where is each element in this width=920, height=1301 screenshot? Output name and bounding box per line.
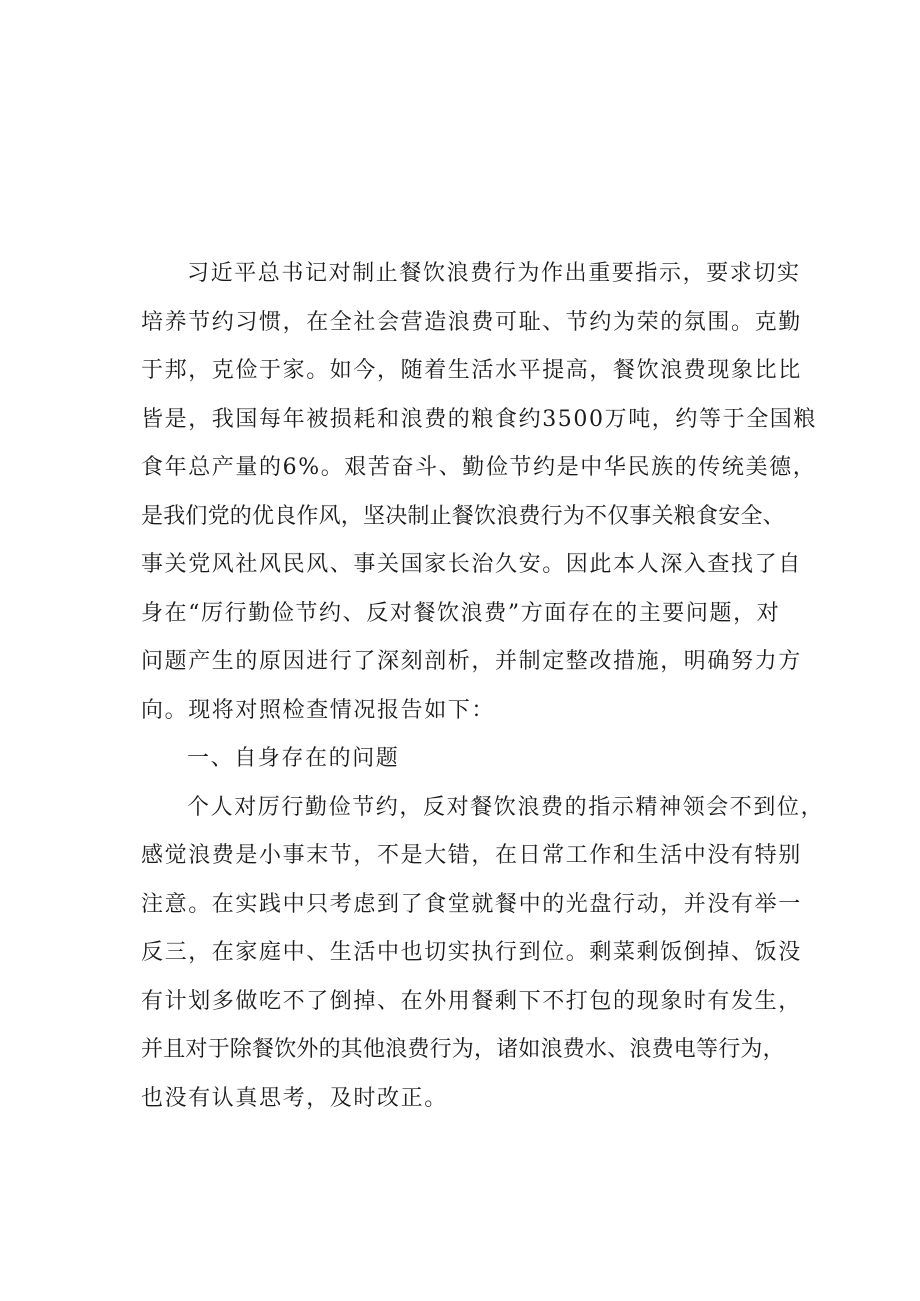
paragraph2-line-5: 有计划多做吃不了倒掉、在外用餐剩下不打包的现象时有发生， — [141, 988, 802, 1014]
paragraph1-line-2: 培养节约习惯，在全社会营造浪费可耻、节约为荣的氛围。克勤 — [141, 309, 802, 335]
paragraph2-line-2: 感觉浪费是小事末节，不是大错，在日常工作和生活中没有特别 — [141, 843, 802, 868]
paragraph2-line-3: 注意。在实践中只考虑到了食堂就餐中的光盘行动，并没有举一 — [141, 891, 802, 917]
document-body — [141, 250, 825, 1123]
paragraph2-line-7: 也没有认真思考，及时改正。 — [141, 1085, 448, 1111]
paragraph1-line-9: 问题产生的原因进行了深刻剖析，并制定整改措施，明确努力方 — [141, 649, 802, 674]
paragraph1-line-10: 向。现将对照检查情况报告如下： — [141, 697, 496, 723]
paragraph1-line-4: 皆是，我国每年被损耗和浪费的粮食约3500万吨，约等于全国粮 — [141, 406, 817, 432]
paragraph1-line-6: 是我们党的优良作风，坚决制止餐饮浪费行为不仅事关粮食安全、 — [141, 503, 785, 529]
paragraph1-line-7: 事关党风社风民风、事关国家长治久安。因此本人深入查找了自 — [141, 552, 802, 577]
paragraph1-line-3: 于邦，克俭于家。如今，随着生活水平提高，餐饮浪费现象比比 — [141, 358, 802, 383]
paragraph1-line-1: 习近平总书记对制止餐饮浪费行为作出重要指示，要求切实 — [187, 261, 801, 286]
paragraph2-line-1: 个人对厉行勤俭节约，反对餐饮浪费的指示精神领会不到位， — [187, 794, 825, 820]
paragraph1-line-8: 身在“厉行勤俭节约、反对餐饮浪费”方面存在的主要问题，对 — [141, 600, 781, 626]
section1-heading: 一、自身存在的问题 — [187, 746, 400, 771]
paragraph2-line-4: 反三，在家庭中、生活中也切实执行到位。剩菜剩饭倒掉、饭没 — [141, 940, 802, 965]
paragraph1-line-5: 食年总产量的6%。艰苦奋斗、勤俭节约是中华民族的传统美德， — [141, 455, 817, 480]
paragraph2-line-6: 并且对于除餐饮外的其他浪费行为，诸如浪费水、浪费电等行为， — [141, 1037, 785, 1062]
